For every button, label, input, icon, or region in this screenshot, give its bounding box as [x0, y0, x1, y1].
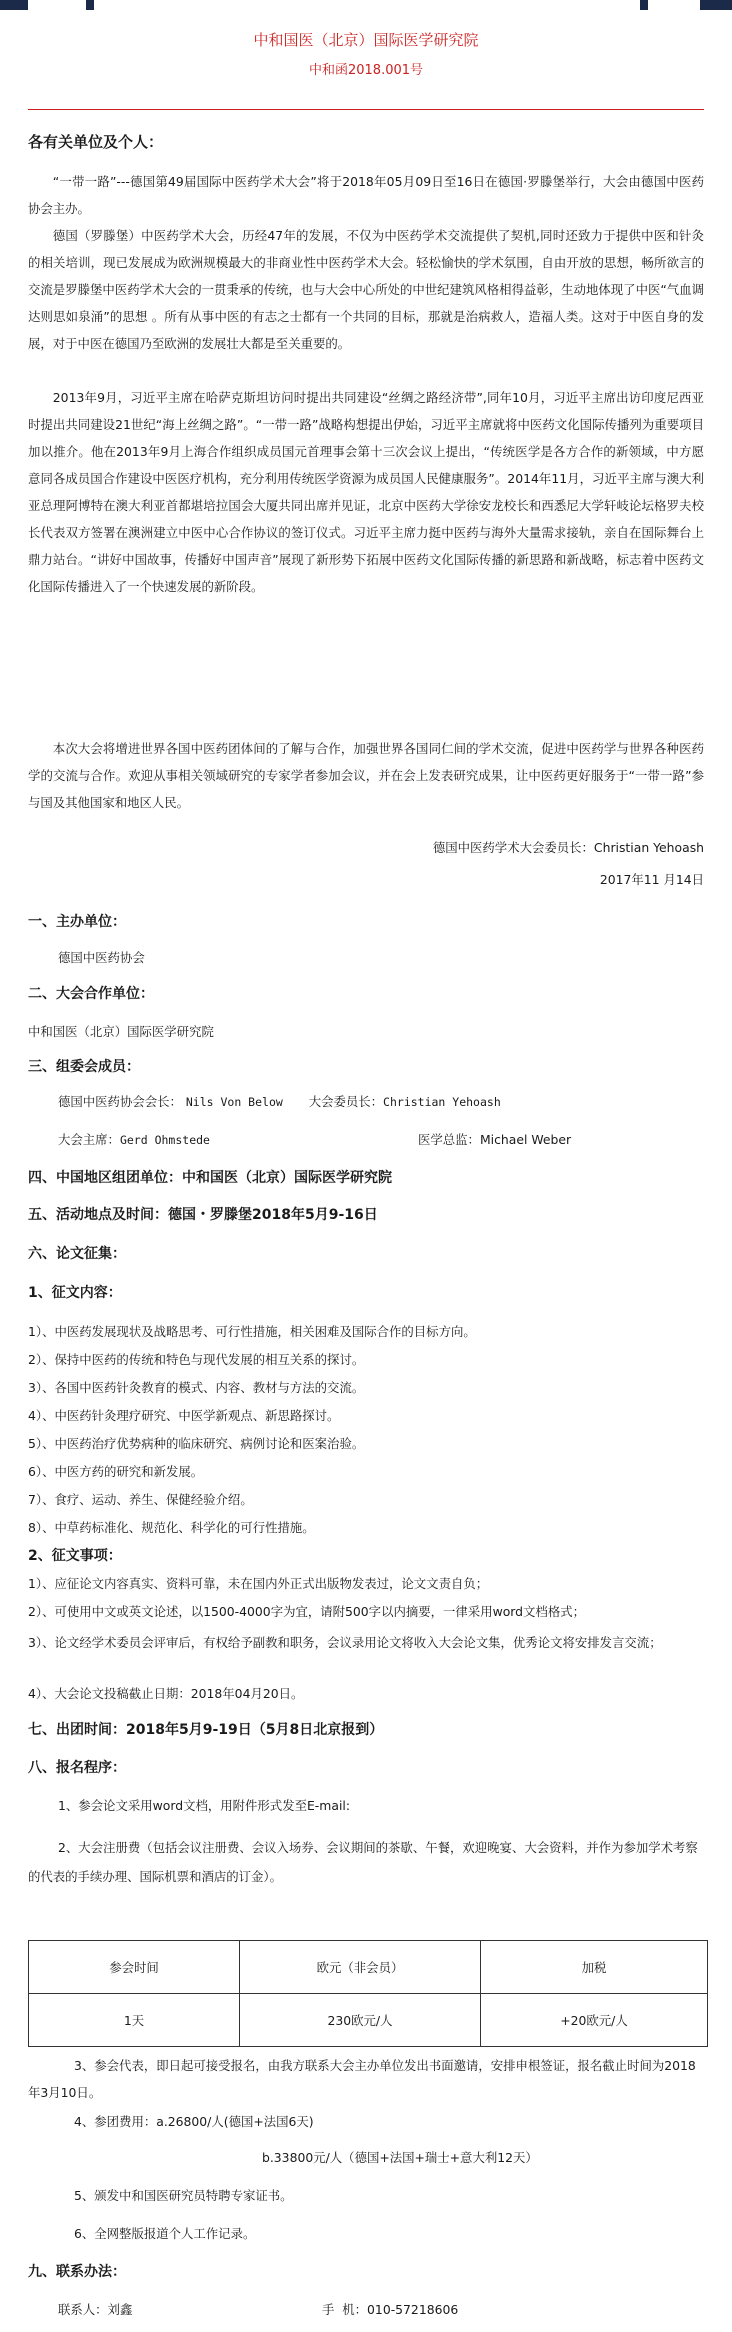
- co-organizer-value: 中和国医（北京）国际医学研究院: [28, 1024, 214, 1039]
- header-divider: [28, 109, 704, 110]
- venue-and-time: 五、活动地点及时间：德国・罗滕堡2018年5月9-16日: [28, 1207, 378, 1223]
- signature: 德国中医药学术大会委员长：Christian Yehoash: [432, 840, 704, 855]
- paper-topic: 4）、中医药针灸理疗研究、中医学新观点、新思路探讨。: [28, 1408, 340, 1423]
- table-row: [29, 1994, 708, 2047]
- chair-label: 大会委员长：: [308, 1094, 384, 1109]
- president-label: 德国中医药协会会长：: [58, 1094, 182, 1109]
- table-header-cell: 参会时间: [29, 1941, 240, 1994]
- table-cell: 230欧元/人: [240, 1994, 481, 2047]
- host-value: 德国中医药协会: [58, 950, 145, 965]
- host-label: 大会主席：: [58, 1132, 120, 1147]
- table-header-cell: 加税: [481, 1941, 708, 1994]
- letter-paragraph: “一带一路”---德国第49届国际中医药学术大会”将于2018年05月09日至16日在德国·罗滕堡举行，大会由德国中医药协会主办。: [28, 174, 704, 216]
- paper-topic: 6）、中医方药的研究和新发展。: [28, 1464, 204, 1479]
- letter-paragraph: 2013年9月，习近平主席在哈萨克斯坦访问时提出共同建设“丝绸之路经济带”,同年10月，习近平主席出访印度尼西亚时提出共同建设21世纪“海上丝绸之路”。“一带一路”战略构想提出伊始，习近平主席就将中医药文化国际传播列为重要项目加以推介。他在2013年9月上海合作组织成员国元首理事会第十三次会议上提出，“传统医学是各方合作的新领域，中方愿意同各成员国合作建设中医医疗机构，充分利用传统医学资源为成员国人民健康服务”。2014年11月，习近平主席与澳大利亚总理阿博特在澳大利亚首都堪培拉国会大厦共同出席并见证，北京中医药大学徐安龙校长和西悉尼大学轩岐论坛格罗夫校长代表双方签署在澳洲建立中医中心合作协议的签订仪式。习近平主席力挺中医药与海外大量需求接轨，亲自在国际舞台上鼎力站台。“讲好中国故事，传播好中国声音”展现了新形势下拓展中医药文化国际传播的新思路和新战略，标志着中医药文化国际传播进入了一个快速发展的新阶段。: [28, 390, 704, 594]
- paper-topic: 2）、保持中医药的传统和特色与现代发展的相互关系的探讨。: [28, 1352, 365, 1367]
- letter-date: 2017年11 月14日: [599, 872, 704, 887]
- letter-paragraph: 德国（罗滕堡）中医药学术大会，历经47年的发展，不仅为中医药学术交流提供了契机,同时还致力于提供中医和针灸的相关培训，现已发展成为欧洲规模最大的非商业性中医药学术大会。轻松愉快的学术氛围，自由开放的思想，畅所欲言的交流是罗滕堡中医药学术大会的一贯秉承的传统，也与大会中心所处的中世纪建筑风格相得益彰，生动地体现了中医“气血调达则思如泉涌”的思想 。所有从事中医的有志之士都有一个共同的目标，那就是治病救人，造福人类。这对于中医自身的发展，对于中医在德国乃至欧洲的发展壮大都是至关重要的。: [28, 228, 704, 351]
- registration-heading: 八、报名程序：: [28, 1760, 126, 1776]
- departure-time: 七、出团时间：2018年5月9-19日（5月8日北京报到）: [28, 1722, 384, 1738]
- papers-notes-heading: 2、征文事项：: [28, 1548, 122, 1564]
- registration-step-2: 2、大会注册费（包括会议注册费、会议入场券、会议期间的茶歇、午餐，欢迎晚宴、大会资料，并作为参加学术考察的代表的手续办理、国际机票和酒店的订金）。: [28, 1840, 698, 1884]
- contact-heading: 九、联系办法：: [28, 2264, 126, 2280]
- contact-person: 联系人：刘鑫: [58, 2302, 133, 2317]
- host-heading: 一、主办单位：: [28, 914, 126, 930]
- paper-topic: 3）、各国中医药针灸教育的模式、内容、教材与方法的交流。: [28, 1380, 365, 1395]
- paper-note: 1）、应征论文内容真实、资料可靠，未在国内外正式出版物发表过，论文文责自负；: [28, 1576, 489, 1591]
- director-name: Michael Weber: [479, 1132, 572, 1147]
- fee-table: [28, 1940, 708, 2047]
- document-number: 中和函2018.001号: [308, 63, 424, 78]
- paper-topic: 5）、中医药治疗优势病种的临床研究、病例讨论和医案治验。: [28, 1436, 365, 1451]
- banner-decoration: [86, 0, 94, 10]
- letter-paragraph: 本次大会将增进世界各国中医药团体间的了解与合作，加强世界各国同仁间的学术交流，促进中医药学与世界各种医药学的交流与合作。欢迎从事相关领域研究的专家学者参加会议，并在会上发表研究成果，让中医药更好服务于“一带一路”参与国及其他国家和地区人民。: [28, 741, 704, 810]
- banner-decoration: [700, 0, 732, 10]
- director-label: 医学总监：: [418, 1132, 480, 1147]
- registration-step-1: 1、参会论文采用word文档，用附件形式发至E-mail:: [58, 1798, 351, 1813]
- table-row: [29, 1941, 708, 1994]
- top-banner-strip: [0, 0, 732, 10]
- table-cell: +20欧元/人: [481, 1994, 708, 2047]
- contact-phone: 手 机：010-57218606: [322, 2302, 459, 2317]
- committee-line-2: [58, 1130, 210, 1150]
- banner-decoration: [640, 0, 648, 10]
- president-name: Nils Von Below: [185, 1095, 283, 1109]
- registration-step-6: 6、全网整版报道个人工作记录。: [74, 2226, 256, 2241]
- chair-name: Christian Yehoash: [383, 1095, 501, 1109]
- registration-step-5: 5、颁发中和国医研究员特聘专家证书。: [74, 2188, 293, 2203]
- host-name: Gerd Ohmstede: [119, 1133, 210, 1147]
- papers-heading: 六、论文征集：: [28, 1246, 126, 1262]
- committee-line-2b: [418, 1130, 571, 1150]
- papers-content-heading: 1、征文内容：: [28, 1285, 122, 1301]
- paper-note: 3）、论文经学术委员会评审后，有权给予副教和职务，会议录用论文将收入大会论文集，优秀论文将安排发言交流；: [28, 1635, 662, 1650]
- banner-decoration: [0, 0, 28, 10]
- salutation: 各有关单位及个人：: [28, 133, 164, 151]
- committee-heading: 三、组委会成员：: [28, 1059, 140, 1075]
- co-organizer-heading: 二、大会合作单位：: [28, 986, 154, 1002]
- china-organizer: 四、中国地区组团单位：中和国医（北京）国际医学研究院: [28, 1170, 392, 1186]
- registration-step-4b: b.33800元/人（德国+法国+瑞士+意大利12天）: [262, 2150, 538, 2165]
- paper-topic: 1）、中医药发展现状及战略思考、可行性措施，相关困难及国际合作的目标方向。: [28, 1324, 476, 1339]
- org-title: 中和国医（北京）国际医学研究院: [253, 31, 479, 49]
- committee-line-1: [58, 1092, 501, 1112]
- registration-step-4: 4、参团费用：a.26800/人(德国+法国6天): [74, 2114, 314, 2129]
- registration-step-3: 3、参会代表，即日起可接受报名，由我方联系大会主办单位发出书面邀请，安排申根签证，报名截止时间为2018年3月10日。: [28, 2058, 696, 2100]
- paper-topic: 8）、中草药标准化、规范化、科学化的可行性措施。: [28, 1520, 315, 1535]
- paper-note: 4）、大会论文投稿截止日期：2018年04月20日。: [28, 1686, 304, 1701]
- table-cell: 1天: [29, 1994, 240, 2047]
- paper-topic: 7）、食疗、运动、养生、保健经验介绍。: [28, 1492, 253, 1507]
- paper-note: 2）、可使用中文或英文论述，以1500-4000字为宜，请附500字以内摘要，一律采用word文档格式；: [28, 1604, 585, 1619]
- table-header-cell: 欧元（非会员）: [240, 1941, 481, 1994]
